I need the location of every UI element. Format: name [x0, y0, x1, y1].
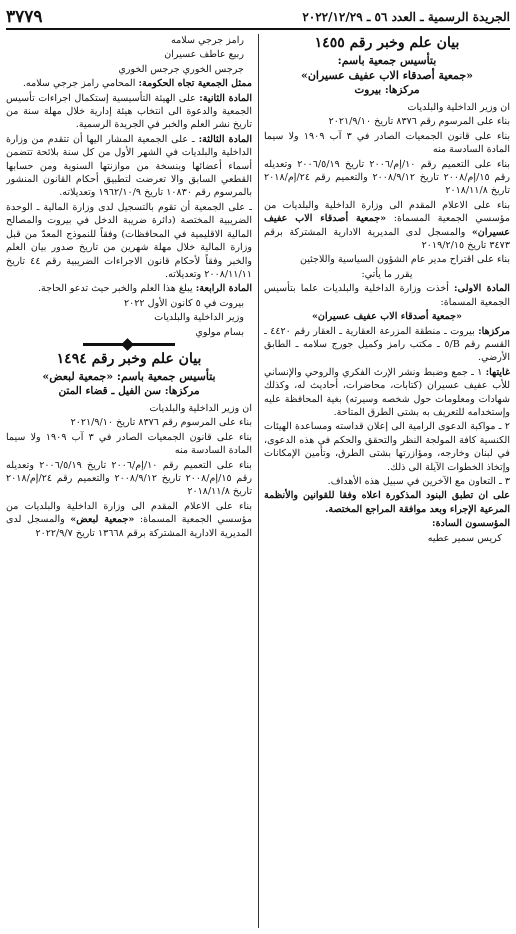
page-header: [6, 6, 510, 30]
founders-label: المؤسسون السادة:: [432, 518, 510, 530]
founder-name: رامز جرجي سلامه: [170, 35, 244, 46]
notice-title: بيان علم وخبر رقم ١٤٩٤: [56, 350, 202, 367]
representative: [6, 77, 252, 90]
left-column: [6, 34, 252, 928]
article-3: [6, 133, 252, 200]
goals-text: ١ ـ جمع وضبط ونشر الإرث الفكري والروحي والإنساني للأب عفيف عسيران (كتابات، محاضرات، أحاديث له، وكذلك شهادات ومعلومات حول شخصه وسيرته) بغية المحافظة عليه وإستخدامه للتعريف به بشتى الطرق المتاحة.: [264, 366, 510, 418]
closing-clause: على ان تطبق البنود المذكورة اعلاه وفقا للقوانين والأنظمة المرعية الإجراء وبعد موافقة المراجع المختصة.: [264, 490, 510, 515]
paragraph: بناء على المرسوم رقم ٨٣٧٦ تاريخ ٢٠٢١/٩/١٠: [70, 417, 252, 429]
paragraph: ان وزير الداخلية والبلديات: [149, 402, 252, 414]
article-text: أخذت وزارة الداخلية والبلديات علما بتأسيس الجمعية المسماة:: [264, 283, 510, 308]
paragraph: بناء على قانون الجمعيات الصادر في ٣ آب ١٩٠٩ ولا سيما المادة السادسة منه: [264, 130, 510, 156]
founder-name: جرجس الخوري جرجس الخوري: [118, 63, 244, 75]
paragraph: ان وزير الداخلية والبلديات: [407, 102, 510, 113]
text: بناء على الاعلام المقدم الى وزارة الداخلية والبلديات من مؤسسي الجمعية المسماة:: [6, 500, 252, 526]
association-name-inline: «جمعية أصدقاء الاب عفيف عسيران»: [264, 213, 510, 238]
hq-paragraph: [264, 325, 510, 365]
article-label: المادة الثانية:: [199, 92, 252, 104]
page-number: ٣٧٧٩: [6, 7, 43, 27]
hq-label: مركزها:: [478, 325, 510, 337]
section-separator: [6, 343, 252, 346]
minister-title: وزير الداخلية والبلديات: [154, 312, 244, 324]
association-hq: مركزها: بيروت: [354, 84, 420, 96]
article-label: المادة الرابعة:: [195, 283, 252, 295]
article-3-part-2: ـ على الجمعية أن تقوم بالتسجيل لدى وزارة المالية ـ الوحدة الضريبية المختصة (دائرة ضريبة الدخل في بيروت والمصالح المالية الاقليمية في المحافظات) وفقاً للنموذج المعدّ من قبل وزارة المالية خلال مهلة شهرين من تاريخ صدور بيان العلم والخبر وفقاً لأحكام قانون الاجراءات الضريبية رقم ٤٤ تاريخ ٢٠٠٨/١١/١١ وتعديلاته.: [6, 201, 252, 280]
paragraph: [6, 500, 252, 540]
article-2: [6, 92, 252, 132]
article-label: المادة الاولى:: [454, 283, 510, 295]
article-label: المادة الثالثة:: [198, 133, 252, 145]
article-1: [264, 282, 510, 309]
association-name-center: «جمعية أصدقاء الاب عفيف عسيران»: [311, 311, 463, 323]
notice-subtitle: بتأسيس جمعية باسم:: [337, 54, 437, 67]
article-4: [6, 282, 252, 295]
association-name-inline: «جمعية لبعض»: [70, 514, 135, 526]
text: والمسجل لدى المديرية الادارية المشتركة برقم ٣٤٧٣ تاريخ ٢٠١٩/٢/١٥: [264, 226, 510, 252]
association-hq: مركزها: سن الفيل ـ قضاء المتن: [58, 384, 200, 397]
hq-text: بيروت ـ منطقة المزرعة العقارية ـ العقار رقم ٤٤٢٠ ـ القسم رقم B/٥ ـ مكتب رامز وكميل جورج سلامه ـ الطابق الأرضي.: [264, 325, 510, 364]
text: بناء على الاعلام المقدم الى وزارة الداخلية والبلديات من مؤسسي الجمعية المسماة:: [264, 199, 510, 225]
goal-2: ٢ ـ مواكبة الدعوى الرامية الى إعلان قداسته ومساعدة الهيئات الكنسية كافة المولجة النظر والتحقق والحكم في هذه الدعوى، في لبنان وخارجه، ومؤازرتها بشتى الطرق، وتأمين الإمكانات وإتخاذ الخطوات الآيلة الى ذلك.: [264, 421, 510, 473]
goals-label: غايتها:: [485, 366, 510, 378]
article-text: ـ على الجمعية المشار اليها أن تتقدم من وزارة الداخلية والبلديات في الشهر الأول من كل سنة بلائحة تتضمن أسماء أعضائها وبنسخة من موازنتها السنوية ومن حسابها القطعي السابق والا تعرضت لتطبيق أحكام القانون المنشور بالمرسوم رقم ١٠٨٣٠ تاريخ ١٩٦٢/١٠/٩ وتعديلاته.: [6, 133, 252, 199]
paragraph: بناء على التعميم رقم ١٠/إم/٢٠٠٦ تاريخ ٢٠٠٦/٥/١٩ وتعديله رقم ١٥/إم/٢٠٠٨ تاريخ ٢٠٠٨/٩/١٢ والتعميم رقم ٢٤/إم/٢٠١٨ تاريخ ٢٠١٨/١١/٨: [264, 158, 510, 197]
goal-3: ٣ ـ التعاون مع الآخرين في سبيل هذه الأهداف.: [327, 475, 510, 487]
paragraph: بناء على قانون الجمعيات الصادر في ٣ آب ١٩٠٩ ولا سيما المادة السادسة منه: [6, 431, 252, 457]
minister-name: بسام مولوي: [195, 326, 244, 338]
article-text: يبلغ هذا العلم والخبر حيث تدعو الحاجة.: [37, 283, 193, 295]
goals-paragraph: [264, 366, 510, 420]
representative-text: المحامي رامز جرجي سلامه.: [22, 78, 136, 90]
signature-date: بيروت في ٥ كانون الأول ٢٠٢٢: [123, 297, 244, 309]
right-column: [264, 34, 510, 928]
text: والمسجل لدى المديرية الادارية المشتركة برقم ١٣٦٦٨ تاريخ ٢٠٢٢/٩/٧: [6, 514, 252, 539]
paragraph: بناء على التعميم رقم ١٠/إم/٢٠٠٦ تاريخ ٢٠٠٦/٥/١٩ وتعديله رقم ١٥/إم/٢٠٠٨ تاريخ ٢٠٠٨/٩/١٢ والتعميم رقم ٢٤/إم/٢٠١٨ تاريخ ٢٠١٨/١١/٨: [6, 459, 252, 498]
paragraph: [264, 199, 510, 253]
gazette-issue-info: الجريدة الرسمية ـ العدد ٥٦ ـ ٢٠٢٢/١٢/٢٩: [302, 10, 510, 24]
representative-label: ممثل الجمعية تجاه الحكومة:: [138, 78, 252, 90]
founder-name: كريس سمير عطيه: [427, 532, 502, 544]
column-divider: [258, 34, 259, 928]
paragraph: بناء على المرسوم رقم ٨٣٧٦ تاريخ ٢٠٢١/٩/١٠: [328, 116, 510, 128]
association-name: «جمعية أصدقاء الاب عفيف عسيران»: [300, 69, 474, 82]
paragraph: بناء على اقتراح مدير عام الشؤون السياسية واللاجئين: [299, 254, 510, 266]
article-text: على الهيئة التأسيسية إستكمال اجراءات تأسيس الجمعية والدعوة الى انتخاب هيئة إدارية خلال مهلة سنة من تاريخ نشر العلم والخبر في الجريدة الرسمية.: [6, 92, 252, 131]
founder-name: ربيع عاطف عسيران: [164, 49, 244, 61]
decree-heading: يقرر ما يأتي:: [361, 268, 413, 280]
notice-subtitle: بتأسيس جمعية باسم: «جمعية لبعض»: [42, 369, 216, 383]
notice-title: بيان علم وخبر رقم ١٤٥٥: [314, 35, 460, 51]
